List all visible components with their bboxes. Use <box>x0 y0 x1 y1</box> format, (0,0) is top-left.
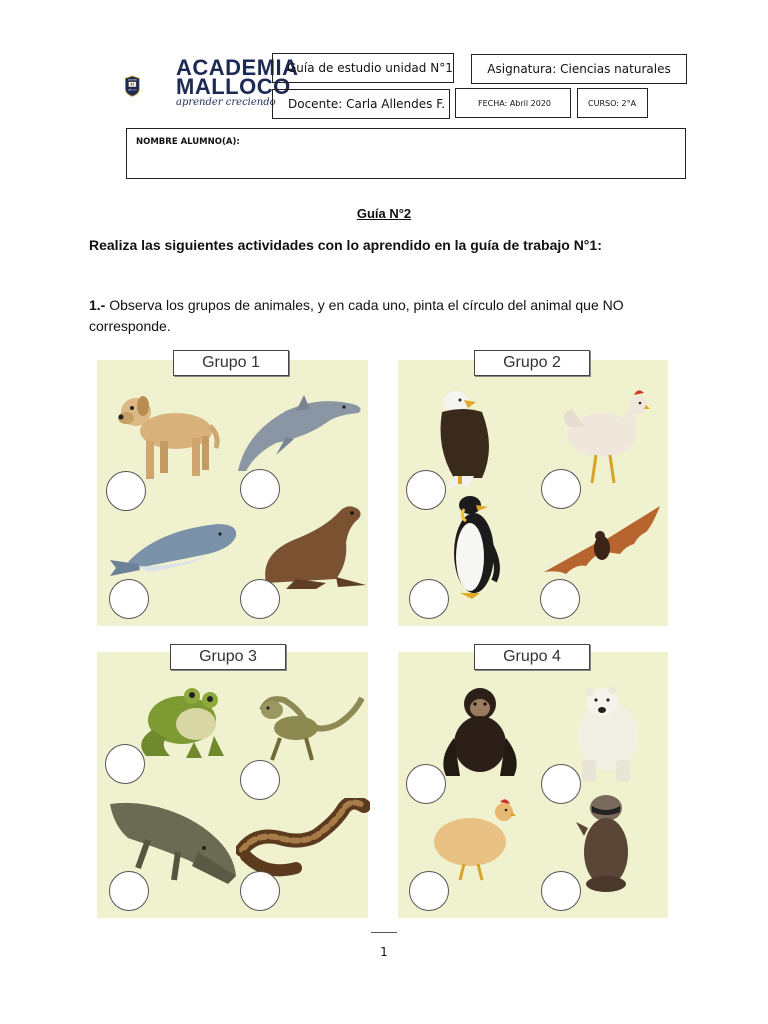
whale-image <box>108 518 240 578</box>
group-3-crocodile-circle[interactable] <box>109 871 149 911</box>
group-4-label: Grupo 4 <box>474 644 590 670</box>
group-1-sea-lion-circle[interactable] <box>240 579 280 619</box>
teacher-box: Docente: Carla Allendes F. <box>272 89 450 119</box>
logo-arc-top: ACADEMIA <box>128 79 137 82</box>
polar-bear-image <box>568 680 640 784</box>
hen-image-2 <box>430 798 516 882</box>
group-3-frog-circle[interactable] <box>105 744 145 784</box>
group-3-iguana-circle[interactable] <box>240 760 280 800</box>
group-2-eagle-circle[interactable] <box>406 470 446 510</box>
group-3-snake-circle[interactable] <box>240 871 280 911</box>
group-4-chimpanzee-circle[interactable] <box>406 764 446 804</box>
student-name-label: NOMBRE ALUMNO(A): <box>136 137 240 147</box>
school-logo <box>124 54 174 118</box>
group-1-dog-circle[interactable] <box>106 471 146 511</box>
penguin-image <box>450 495 502 601</box>
logo-number: 42 <box>130 82 135 87</box>
instruction-text: Realiza las siguientes actividades con lo aprendido en la guía de trabajo N°1: <box>89 237 602 253</box>
group-1-label: Grupo 1 <box>173 350 289 376</box>
chimpanzee-image <box>436 686 522 780</box>
group-4-hen-circle[interactable] <box>409 871 449 911</box>
question-text: Observa los grupos de animales, y en cada uno, pinta el círculo del animal que NO corresponde. <box>89 297 624 334</box>
group-4-polar-bear-circle[interactable] <box>541 764 581 804</box>
group-2-label: Grupo 2 <box>474 350 590 376</box>
school-name-line1: ACADEMIA <box>176 55 299 80</box>
logo-arc-bottom: MALLOCO <box>128 89 137 92</box>
group-2-penguin-circle[interactable] <box>409 579 449 619</box>
eagle-image <box>434 388 500 490</box>
date-box: FECHA: Abril 2020 <box>455 88 571 118</box>
group-4-raccoon-circle[interactable] <box>541 871 581 911</box>
question-number: 1.- <box>89 297 106 313</box>
dolphin-image <box>236 393 366 473</box>
page-number: 1 <box>380 945 388 959</box>
school-tagline: aprender creciendo <box>176 97 276 108</box>
group-2-bat-circle[interactable] <box>540 579 580 619</box>
guide-unit-box: Guía de estudio unidad N°1 <box>272 53 454 83</box>
course-box: CURSO: 2°A <box>577 88 648 118</box>
subject-box: Asignatura: Ciencias naturales <box>471 54 687 84</box>
raccoon-image <box>576 792 636 894</box>
frog-image <box>130 680 226 760</box>
iguana-image <box>258 688 364 766</box>
school-name-line2: MALLOCO <box>176 74 291 99</box>
group-1-dolphin-circle[interactable] <box>240 469 280 509</box>
student-name-field[interactable] <box>126 128 686 179</box>
sea-lion-image <box>256 503 368 589</box>
bat-image <box>542 506 662 578</box>
page-title: Guía N°2 <box>356 206 412 221</box>
group-1-whale-circle[interactable] <box>109 579 149 619</box>
group-2-hen-circle[interactable] <box>541 469 581 509</box>
group-3-label: Grupo 3 <box>170 644 286 670</box>
question-1 <box>89 295 709 337</box>
footer-divider <box>371 932 397 933</box>
